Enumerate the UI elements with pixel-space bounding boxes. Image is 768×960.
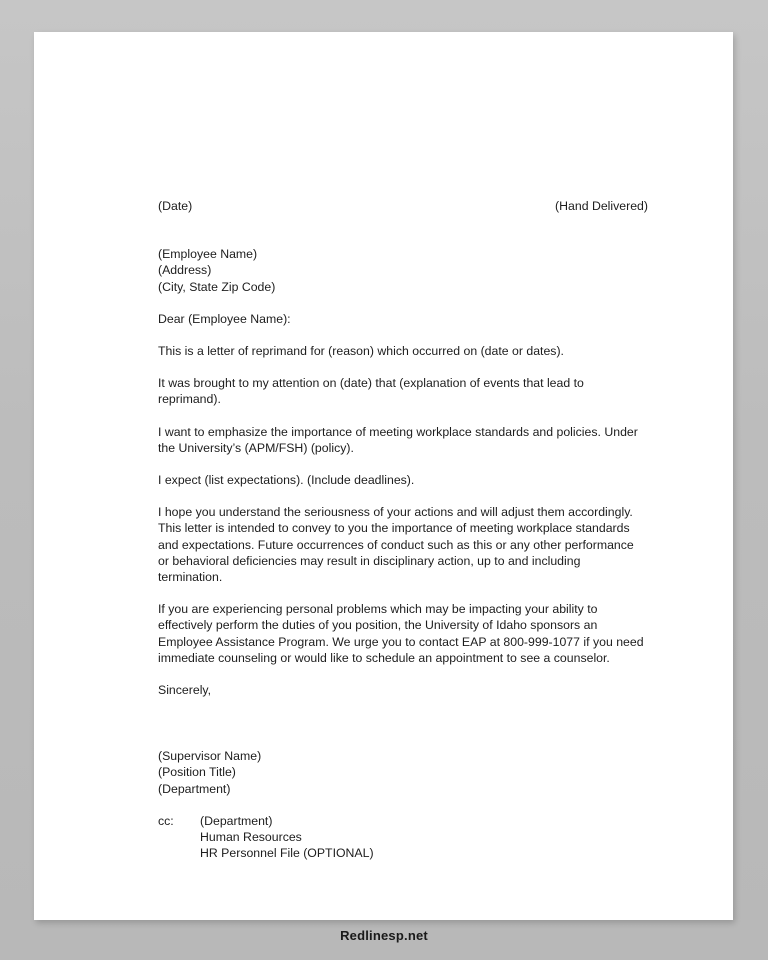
- body-paragraph-3: I want to emphasize the importance of meeting workplace standards and policies. Under the University’s (APM/FSH) (policy).: [158, 424, 638, 455]
- signature-space: [158, 698, 648, 748]
- cc-items: [200, 813, 374, 862]
- cc-label: cc:: [158, 813, 174, 828]
- delivery-note: (Hand Delivered): [555, 199, 648, 213]
- recipient-address: (Address): [158, 263, 212, 278]
- salutation: Dear (Employee Name):: [158, 311, 291, 326]
- spacer-before-cc: [158, 797, 648, 813]
- recipient-address-block: [158, 246, 648, 295]
- spacer-after-header: [158, 214, 648, 246]
- spacer-before-closing: [158, 666, 648, 682]
- body-paragraph-6: If you are experiencing personal problems which may be impacting your ability to effectively perform the duties of you position, the University of Idaho sponsors an Employee Assistance Program. We urge you to contact EAP at 800-999-1077 if you need immediate counseling or would like to schedule an appointment to see a counselor.: [158, 602, 644, 665]
- footer-watermark: Redlinesp.net: [340, 928, 428, 943]
- recipient-city-state-zip: (City, State Zip Code): [158, 279, 276, 294]
- body-paragraph-5: I hope you understand the seriousness of your actions and will adjust them accordingly. This letter is intended to convey to you the importance of meeting workplace standards and expectations. Future occurrences of conduct such as this or any other performance or behavioral deficiencies may result in disciplinary action, up to and including termination.: [158, 505, 634, 585]
- supervisor-title: (Position Title): [158, 765, 236, 780]
- recipient-name: (Employee Name): [158, 247, 258, 262]
- cc-block: [158, 813, 648, 862]
- cc-item: HR Personnel File (OPTIONAL): [200, 846, 374, 861]
- closing-salutation: Sincerely,: [158, 683, 212, 698]
- letter-header: [158, 198, 648, 214]
- supervisor-name: (Supervisor Name): [158, 749, 262, 764]
- cc-item: Human Resources: [200, 830, 302, 845]
- date-placeholder: (Date): [158, 199, 193, 213]
- supervisor-department: (Department): [158, 781, 231, 796]
- cc-item: (Department): [200, 813, 273, 828]
- letter-body: [158, 198, 648, 861]
- letter-page: [34, 32, 733, 920]
- body-paragraph-2: It was brought to my attention on (date) that (explanation of events that lead to reprimand).: [158, 376, 584, 407]
- spacer-after-address: [158, 295, 648, 311]
- signature-block: [158, 748, 648, 797]
- body-paragraph-4: I expect (list expectations). (Include deadlines).: [158, 473, 415, 488]
- body-paragraph-1: This is a letter of reprimand for (reason) which occurred on (date or dates).: [158, 344, 564, 359]
